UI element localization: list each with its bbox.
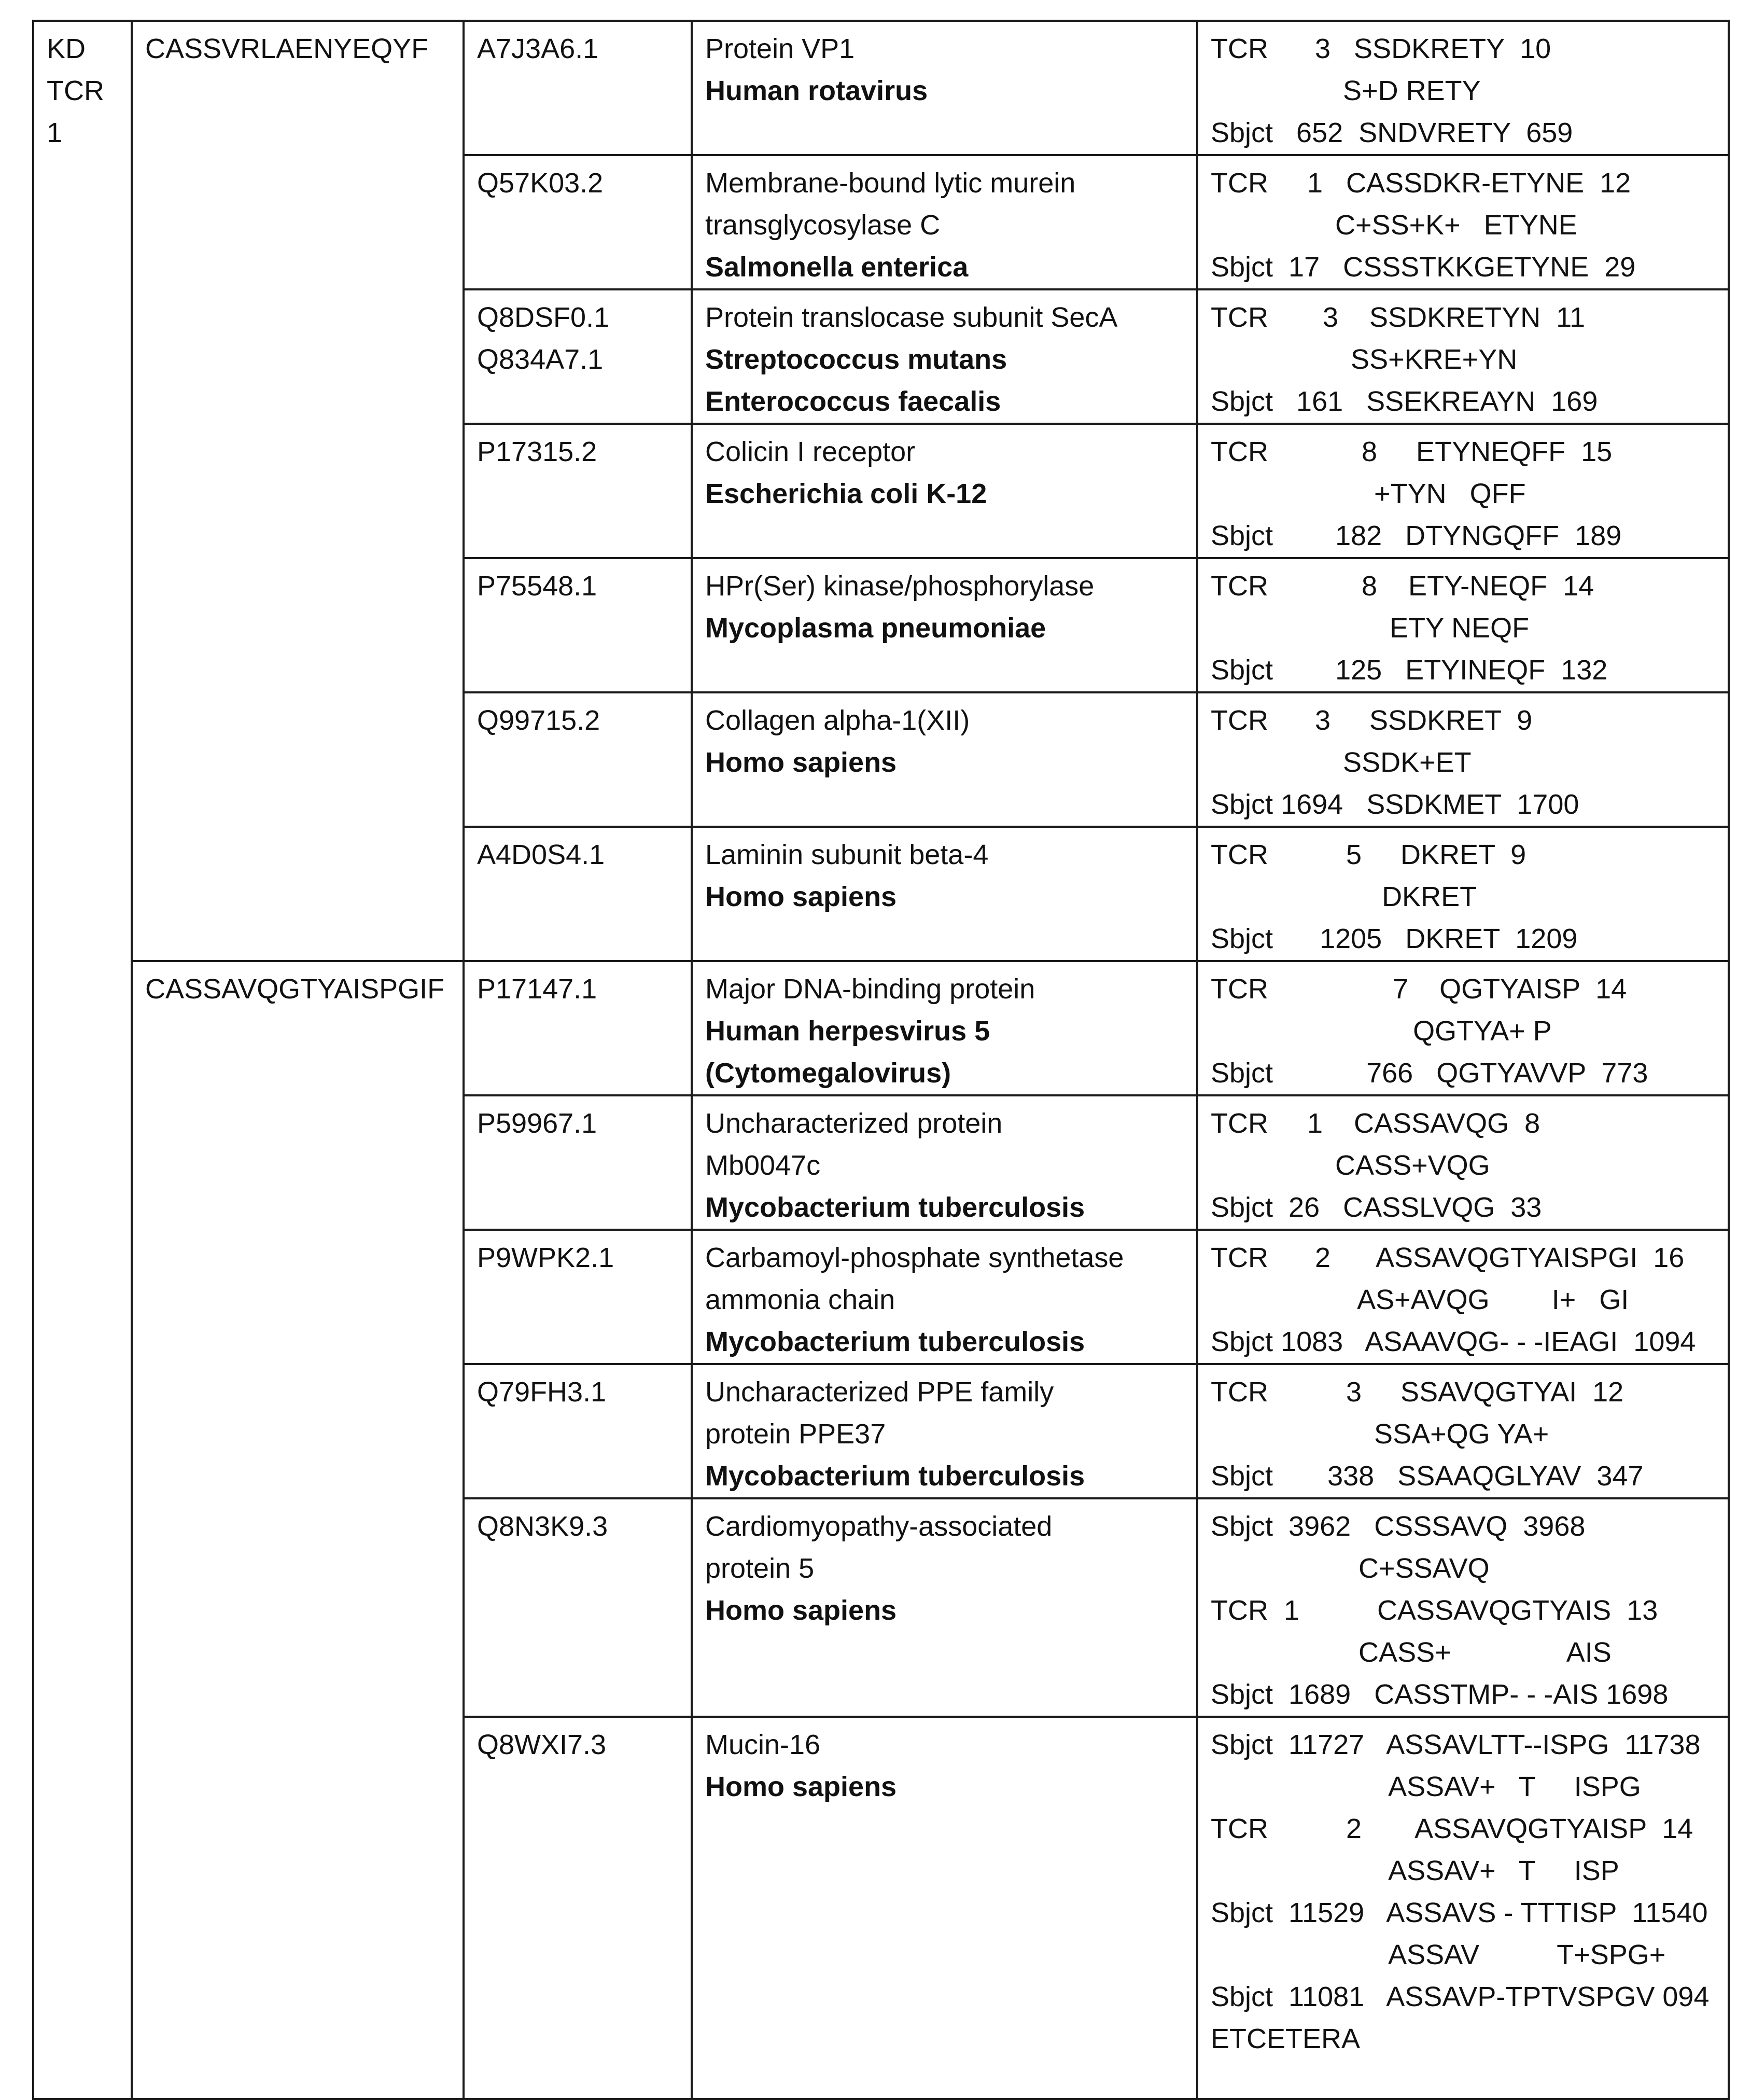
alignment-line: QGTYA+ P [1211, 1016, 1552, 1047]
alignment-cell [1197, 424, 1729, 558]
alignment-line: SSDK+ET [1211, 747, 1472, 778]
accession-cell [464, 289, 692, 424]
accession-id: A7J3A6.1 [477, 33, 599, 64]
species-name: Mycobacterium tuberculosis [705, 1192, 1085, 1223]
alignment-line: CASS+ AIS [1211, 1637, 1612, 1668]
alignment-cell [1197, 1717, 1729, 2099]
protein-name: Protein VP1 [705, 33, 855, 64]
alignment-cell [1197, 558, 1729, 692]
cdr3-sequence-cell [132, 21, 464, 961]
accession-id: Q99715.2 [477, 705, 600, 736]
alignment-table [32, 20, 1730, 2100]
table-row [33, 21, 1729, 155]
protein-cell [692, 1095, 1197, 1230]
species-name: Salmonella enterica [705, 252, 969, 283]
tcr-label: TCR [47, 75, 104, 106]
species-name: Mycoplasma pneumoniae [705, 613, 1046, 644]
accession-id: P9WPK2.1 [477, 1242, 614, 1273]
alignment-line: Sbjct 125 ETYINEQF 132 [1211, 655, 1608, 686]
species-name: Escherichia coli K-12 [705, 478, 987, 509]
accession-cell [464, 558, 692, 692]
alignment-line: Sbjct 11727 ASSAVLTT--ISPG 11738 [1211, 1729, 1701, 1760]
protein-cell [692, 558, 1197, 692]
protein-cell [692, 827, 1197, 961]
alignment-line: DKRET [1211, 881, 1477, 912]
alignment-line: ASSAV+ T ISPG [1211, 1771, 1641, 1802]
protein-name: Laminin subunit beta-4 [705, 839, 989, 870]
protein-name: Uncharacterized protein [705, 1108, 1003, 1139]
accession-id: Q8DSF0.1 [477, 302, 610, 333]
protein-name: HPr(Ser) kinase/phosphorylase [705, 571, 1095, 602]
alignment-line: Sbjct 161 SSEKREAYN 169 [1211, 386, 1598, 417]
alignment-line: Sbjct 1689 CASSTMP- - -AIS 1698 [1211, 1679, 1669, 1710]
protein-name: Protein translocase subunit SecA [705, 302, 1118, 333]
alignment-cell [1197, 289, 1729, 424]
alignment-line: ASSAV T+SPG+ [1211, 1939, 1666, 1970]
species-name: (Cytomegalovirus) [705, 1058, 951, 1089]
species-name: Homo sapiens [705, 1771, 897, 1802]
alignment-line: TCR 1 CASSDKR-ETYNE 12 [1211, 168, 1631, 199]
alignment-cell [1197, 155, 1729, 289]
protein-name: transglycosylase C [705, 210, 941, 241]
tcr-label: 1 [47, 117, 63, 148]
protein-cell [692, 155, 1197, 289]
accession-cell [464, 1095, 692, 1230]
protein-cell [692, 1230, 1197, 1364]
accession-id: Q79FH3.1 [477, 1376, 607, 1408]
protein-name: protein 5 [705, 1553, 815, 1584]
protein-name: Uncharacterized PPE family [705, 1376, 1054, 1408]
table-row [33, 961, 1729, 1095]
tcr-label: KD [47, 33, 86, 64]
protein-cell [692, 692, 1197, 827]
protein-name: Membrane-bound lytic murein [705, 168, 1076, 199]
accession-cell [464, 1364, 692, 1498]
accession-id: P59967.1 [477, 1108, 597, 1139]
alignment-line: Sbjct 338 SSAAQGLYAV 347 [1211, 1461, 1644, 1492]
alignment-line: C+SS+K+ ETYNE [1211, 210, 1577, 241]
protein-name: Carbamoyl-phosphate synthetase [705, 1242, 1124, 1273]
alignment-line: TCR 3 SSDKRET 9 [1211, 705, 1533, 736]
alignment-line: TCR 1 CASSAVQG 8 [1211, 1108, 1540, 1139]
protein-cell [692, 289, 1197, 424]
alignment-cell [1197, 1095, 1729, 1230]
accession-id: Q8WXI7.3 [477, 1729, 607, 1760]
species-name: Human herpesvirus 5 [705, 1016, 990, 1047]
cdr3-sequence: CASSAVQGTYAISPGIF [145, 973, 445, 1005]
accession-cell [464, 961, 692, 1095]
alignment-line: Sbjct 17 CSSSTKKGETYNE 29 [1211, 252, 1636, 283]
alignment-line: S+D RETY [1211, 75, 1481, 106]
alignment-line: AS+AVQG I+ GI [1211, 1284, 1629, 1315]
species-name: Streptococcus mutans [705, 344, 1007, 375]
alignment-line: ETY NEQF [1211, 613, 1530, 644]
alignment-line: Sbjct 3962 CSSSAVQ 3968 [1211, 1511, 1586, 1542]
alignment-line: CASS+VQG [1211, 1150, 1490, 1181]
alignment-line: C+SSAVQ [1211, 1553, 1490, 1584]
alignment-line: Sbjct 11529 ASSAVS - TTTISP 11540 [1211, 1897, 1708, 1928]
alignment-cell [1197, 827, 1729, 961]
accession-cell [464, 1230, 692, 1364]
accession-id: P17147.1 [477, 973, 597, 1005]
species-name: Enterococcus faecalis [705, 386, 1001, 417]
alignment-line: Sbjct 652 SNDVRETY 659 [1211, 117, 1573, 148]
accession-cell [464, 21, 692, 155]
protein-name: protein PPE37 [705, 1418, 886, 1450]
alignment-line: ASSAV+ T ISP [1211, 1855, 1619, 1886]
alignment-cell [1197, 692, 1729, 827]
accession-id: Q8N3K9.3 [477, 1511, 608, 1542]
accession-id: P17315.2 [477, 436, 597, 467]
accession-cell [464, 692, 692, 827]
alignment-line: Sbjct 1694 SSDKMET 1700 [1211, 789, 1579, 820]
alignment-line: TCR 7 QGTYAISP 14 [1211, 973, 1627, 1005]
alignment-line: TCR 1 CASSAVQGTYAIS 13 [1211, 1595, 1658, 1626]
species-name: Mycobacterium tuberculosis [705, 1461, 1085, 1492]
protein-name: Cardiomyopathy-associated [705, 1511, 1053, 1542]
protein-cell [692, 21, 1197, 155]
species-name: Mycobacterium tuberculosis [705, 1326, 1085, 1357]
alignment-line: Sbjct 26 CASSLVQG 33 [1211, 1192, 1542, 1223]
species-name: Homo sapiens [705, 747, 897, 778]
alignment-line: TCR 2 ASSAVQGTYAISP 14 [1211, 1813, 1693, 1844]
alignment-line: TCR 8 ETY-NEQF 14 [1211, 571, 1594, 602]
species-name: Human rotavirus [705, 75, 928, 106]
alignment-line: Sbjct 1083 ASAAVQG- - -IEAGI 1094 [1211, 1326, 1696, 1357]
alignment-line: TCR 8 ETYNEQFF 15 [1211, 436, 1613, 467]
protein-name: Colicin I receptor [705, 436, 916, 467]
accession-id: Q834A7.1 [477, 344, 604, 375]
tcr-label-cell [33, 21, 132, 2099]
alignment-line: TCR 3 SSAVQGTYAI 12 [1211, 1376, 1624, 1408]
alignment-line: TCR 3 SSDKRETYN 11 [1211, 302, 1586, 333]
species-name: Homo sapiens [705, 881, 897, 912]
protein-cell [692, 1498, 1197, 1717]
accession-id: P75548.1 [477, 571, 597, 602]
protein-name: Mucin-16 [705, 1729, 821, 1760]
species-name: Homo sapiens [705, 1595, 897, 1626]
cdr3-sequence: CASSVRLAENYEQYF [145, 33, 429, 64]
alignment-cell [1197, 961, 1729, 1095]
accession-id: A4D0S4.1 [477, 839, 605, 870]
accession-cell [464, 1498, 692, 1717]
alignment-line: Sbjct 766 QGTYAVVP 773 [1211, 1058, 1648, 1089]
alignment-line: Sbjct 11081 ASSAVP-TPTVSPGV 094 [1211, 1981, 1710, 2012]
protein-cell [692, 1717, 1197, 2099]
alignment-line: TCR 3 SSDKRETY 10 [1211, 33, 1551, 64]
protein-name: ammonia chain [705, 1284, 895, 1315]
alignment-line: Sbjct 182 DTYNGQFF 189 [1211, 520, 1622, 551]
protein-cell [692, 1364, 1197, 1498]
alignment-cell [1197, 1498, 1729, 1717]
alignment-line: TCR 5 DKRET 9 [1211, 839, 1526, 870]
protein-name: Collagen alpha-1(XII) [705, 705, 970, 736]
accession-cell [464, 1717, 692, 2099]
alignment-line: +TYN QFF [1211, 478, 1526, 509]
alignment-cell [1197, 1364, 1729, 1498]
alignment-cell [1197, 1230, 1729, 1364]
alignment-line: SS+KRE+YN [1211, 344, 1518, 375]
protein-cell [692, 961, 1197, 1095]
alignment-line: ETCETERA [1211, 2023, 1361, 2054]
protein-cell [692, 424, 1197, 558]
accession-cell [464, 155, 692, 289]
accession-id: Q57K03.2 [477, 168, 604, 199]
protein-name: Major DNA-binding protein [705, 973, 1035, 1005]
accession-cell [464, 827, 692, 961]
alignment-line: SSA+QG YA+ [1211, 1418, 1549, 1450]
alignment-line: TCR 2 ASSAVQGTYAISPGI 16 [1211, 1242, 1685, 1273]
alignment-line: Sbjct 1205 DKRET 1209 [1211, 923, 1578, 954]
accession-cell [464, 424, 692, 558]
protein-name: Mb0047c [705, 1150, 821, 1181]
alignment-cell [1197, 21, 1729, 155]
cdr3-sequence-cell [132, 961, 464, 2099]
